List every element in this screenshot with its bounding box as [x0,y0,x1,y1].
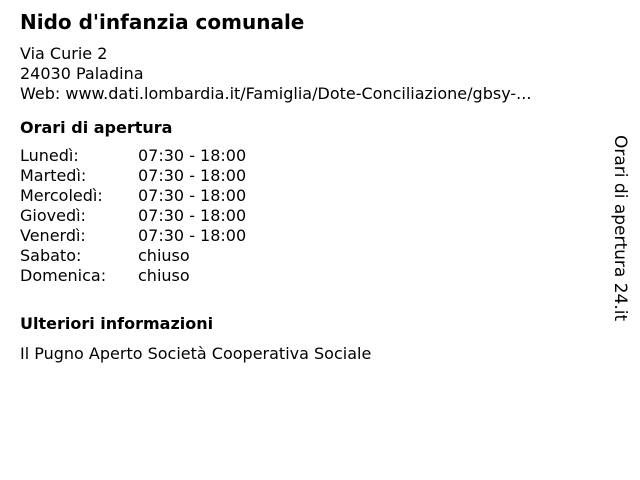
additional-info-heading: Ulteriori informazioni [20,314,214,333]
additional-info [20,314,610,364]
address-block [20,44,610,104]
hours-row-tuesday [20,166,610,186]
city-address: 24030 Paladina [20,64,144,83]
additional-info-text: Il Pugno Aperto Società Cooperativa Sociale [20,344,372,363]
opening-hours-table [20,146,610,286]
opening-hours-heading: Orari di apertura [20,118,173,137]
hours-value: 07:30 - 18:00 [138,166,247,185]
day-label: Domenica: [20,266,107,285]
day-label: Sabato: [20,246,82,265]
day-label: Mercoledì: [20,186,103,205]
hours-row-sunday [20,266,610,286]
day-label: Giovedì: [20,206,86,225]
hours-row-monday [20,146,610,166]
day-label: Martedì: [20,166,87,185]
hours-row-thursday [20,206,610,226]
hours-value: 07:30 - 18:00 [138,226,247,245]
street-address: Via Curie 2 [20,44,108,63]
hours-value: chiuso [138,266,190,285]
hours-value: 07:30 - 18:00 [138,206,247,225]
site-brand-watermark [608,135,632,322]
hours-value: 07:30 - 18:00 [138,146,247,165]
day-label: Lunedì: [20,146,79,165]
hours-row-friday [20,226,610,246]
business-name: Nido d'infanzia comunale [20,10,305,34]
hours-value: 07:30 - 18:00 [138,186,247,205]
website-link[interactable]: Web: www.dati.lombardia.it/Famiglia/Dote-Conciliazione/gbsy-... [20,84,532,103]
hours-row-saturday [20,246,610,266]
business-details [20,10,610,286]
day-label: Venerdì: [20,226,86,245]
hours-row-wednesday [20,186,610,206]
hours-value: chiuso [138,246,190,265]
site-brand-text: Orari di apertura 24.it [610,135,630,322]
